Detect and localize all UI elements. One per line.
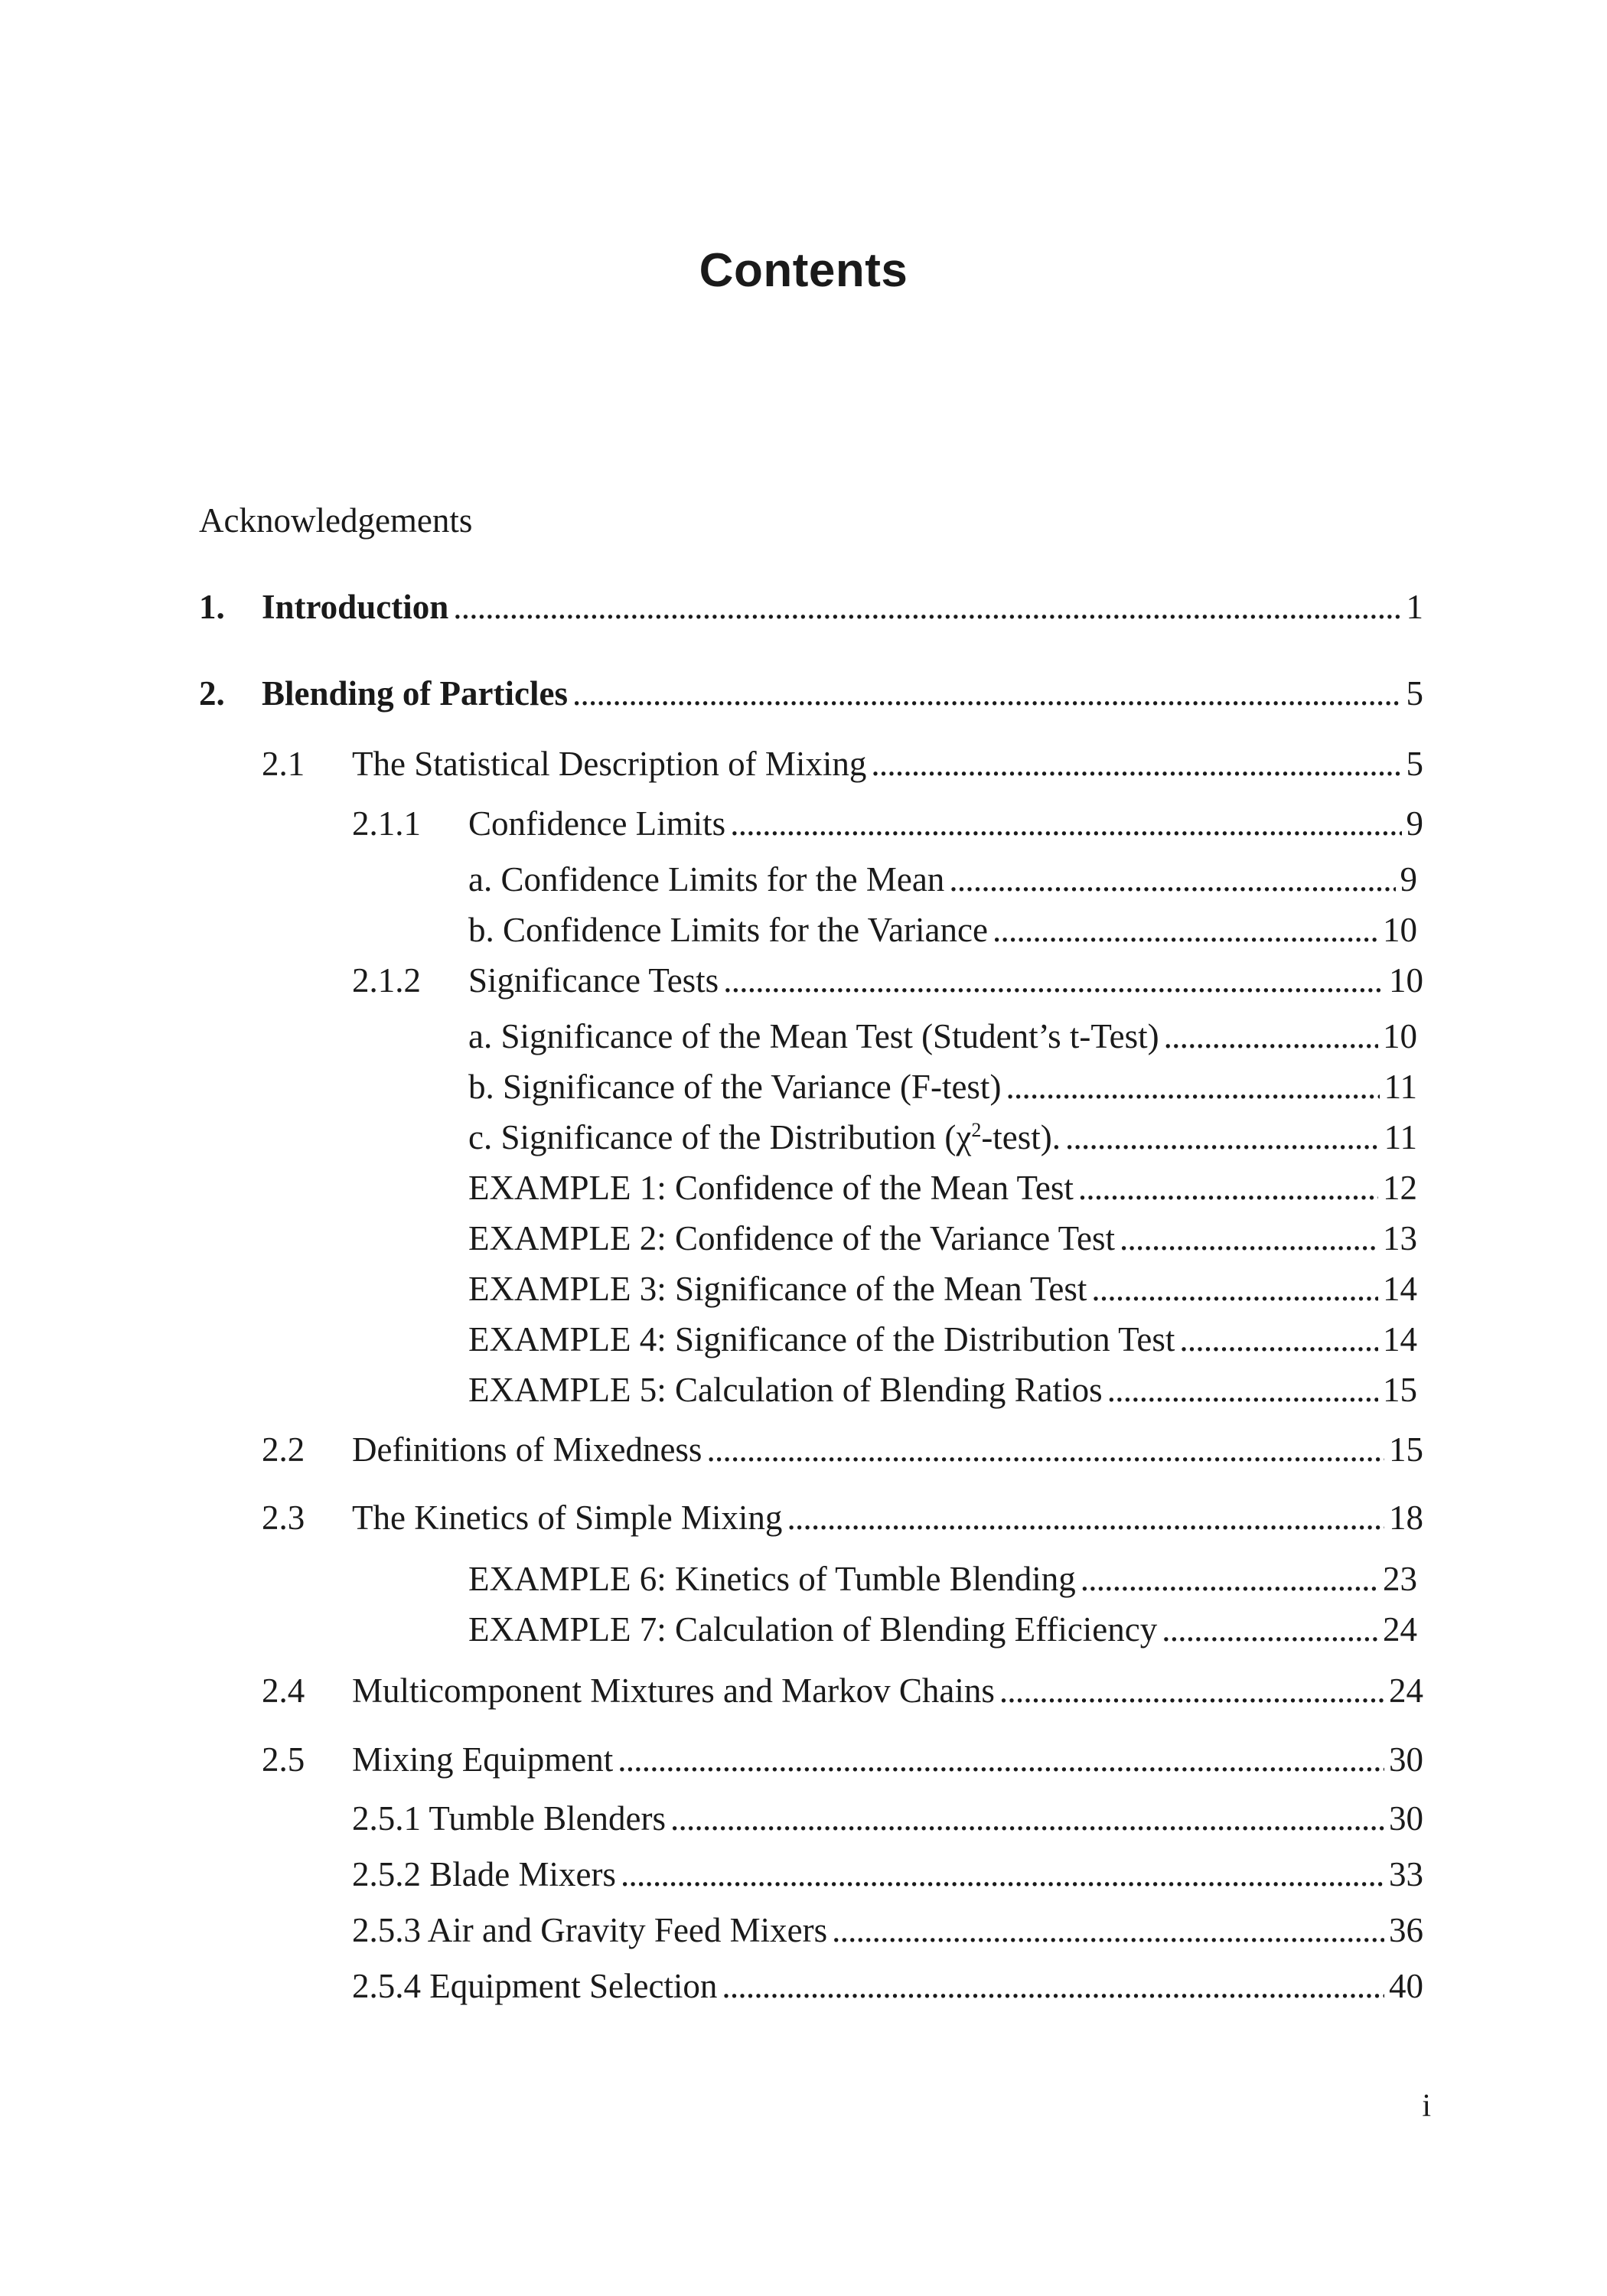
toc-section-number: 2.1 (262, 745, 305, 783)
toc-example-title: EXAMPLE 2: Confidence of the Variance Test (468, 1219, 1115, 1257)
toc-section-title: Definitions of Mixedness (352, 1430, 702, 1469)
toc-page-number: 5 (1406, 674, 1423, 713)
toc-item-entry[interactable] (468, 858, 1417, 901)
toc-section-number: 2.5 (262, 1740, 305, 1779)
toc-example-entry[interactable] (468, 1217, 1417, 1260)
toc-page-number: 1 (1406, 588, 1423, 626)
toc-subsection-title: 2.5.4 Equipment Selection (352, 1967, 718, 2005)
chi-squared-superscript: 2 (971, 1119, 982, 1141)
toc-leader-dots (1162, 1608, 1378, 1651)
toc-subsection-entry[interactable] (352, 959, 1423, 1002)
toc-leader-dots (787, 1496, 1384, 1539)
toc-page-number: 23 (1383, 1560, 1417, 1598)
toc-example-entry[interactable] (468, 1267, 1417, 1310)
toc-section-title: Mixing Equipment (352, 1740, 614, 1779)
toc-section-title: The Statistical Description of Mixing (352, 745, 867, 783)
toc-example-title: EXAMPLE 5: Calculation of Blending Ratios (468, 1371, 1103, 1409)
toc-leader-dots (572, 672, 1402, 715)
toc-example-entry[interactable] (468, 1318, 1417, 1361)
page-title: Contents (699, 244, 908, 297)
toc-page-number: 11 (1384, 1068, 1417, 1106)
toc-chapter-title: Blending of Particles (262, 674, 568, 713)
toc-subsection-entry[interactable] (352, 1797, 1423, 1840)
toc-page-number: 30 (1389, 1799, 1423, 1838)
toc-page-number: 15 (1383, 1371, 1417, 1409)
toc-leader-dots (1091, 1267, 1378, 1310)
toc-chapter-number: 2. (199, 674, 225, 713)
toc-page-number: 10 (1383, 1017, 1417, 1055)
toc-page-number: 30 (1389, 1740, 1423, 1779)
toc-subsection-title: Confidence Limits (468, 804, 726, 843)
toc-page-number: 18 (1389, 1499, 1423, 1537)
toc-subsection-title: Significance Tests (468, 961, 719, 1000)
toc-leader-dots (1107, 1368, 1378, 1411)
toc-section-number: 2.4 (262, 1671, 305, 1710)
toc-item-title: a. Significance of the Mean Test (Student’s t-Test) (468, 1017, 1159, 1055)
toc-leader-dots (618, 1738, 1384, 1781)
toc-leader-dots (999, 1669, 1384, 1712)
toc-leader-dots (1164, 1015, 1378, 1058)
toc-section-number: 2.3 (262, 1499, 305, 1537)
toc-leader-dots (453, 585, 1401, 628)
toc-subsection-entry[interactable] (352, 802, 1423, 845)
toc-section-entry[interactable] (262, 1669, 1423, 1712)
toc-leader-dots (871, 742, 1401, 785)
toc-page-number: 14 (1383, 1270, 1417, 1308)
toc-leader-dots (730, 802, 1401, 845)
toc-example-entry[interactable] (468, 1166, 1417, 1209)
toc-example-entry[interactable] (468, 1557, 1417, 1600)
toc-chapter-number: 1. (199, 588, 225, 626)
toc-page-number: 11 (1384, 1118, 1417, 1156)
toc-page-number: 33 (1389, 1855, 1423, 1893)
toc-section-number: 2.2 (262, 1430, 305, 1469)
toc-item-entry[interactable] (468, 1065, 1417, 1108)
toc-page-number: 10 (1389, 961, 1423, 1000)
toc-page-number: 40 (1389, 1967, 1423, 2005)
toc-example-title: EXAMPLE 7: Calculation of Blending Efficiency (468, 1610, 1158, 1649)
toc-page-number: 14 (1383, 1320, 1417, 1358)
toc-chapter-title: Introduction (262, 588, 449, 626)
toc-leader-dots (722, 1965, 1384, 2007)
toc-subsection-number: 2.1.1 (352, 804, 421, 843)
toc-subsection-title: 2.5.3 Air and Gravity Feed Mixers (352, 1911, 828, 1949)
toc-leader-dots (1065, 1116, 1380, 1159)
toc-subsection-entry[interactable] (352, 1965, 1423, 2007)
toc-subsection-title: 2.5.2 Blade Mixers (352, 1855, 616, 1893)
toc-leader-dots (949, 858, 1395, 901)
toc-item-title (468, 1116, 1061, 1159)
toc-chapter-entry[interactable] (199, 672, 1423, 715)
toc-page-number: 5 (1406, 745, 1423, 783)
toc-leader-dots (1179, 1318, 1378, 1361)
toc-subsection-number: 2.1.2 (352, 961, 421, 1000)
toc-item-title: a. Confidence Limits for the Mean (468, 860, 945, 899)
toc-example-title: EXAMPLE 6: Kinetics of Tumble Blending (468, 1560, 1076, 1598)
toc-item-entry[interactable] (468, 1116, 1417, 1159)
toc-leader-dots (1006, 1065, 1379, 1108)
toc-leader-dots (1078, 1166, 1378, 1209)
toc-example-entry[interactable] (468, 1368, 1417, 1411)
toc-page-number: 24 (1383, 1610, 1417, 1649)
toc-page-number: 36 (1389, 1911, 1423, 1949)
toc-leader-dots (706, 1428, 1384, 1471)
toc-page-number: 13 (1383, 1219, 1417, 1257)
toc-acknowledgements[interactable]: Acknowledgements (199, 501, 473, 540)
toc-section-entry[interactable] (262, 1428, 1423, 1471)
toc-example-title: EXAMPLE 1: Confidence of the Mean Test (468, 1169, 1074, 1207)
toc-page-number: 9 (1406, 804, 1423, 843)
toc-item-title: b. Significance of the Variance (F-test) (468, 1068, 1002, 1106)
toc-subsection-entry[interactable] (352, 1853, 1423, 1896)
toc-page-number: 24 (1389, 1671, 1423, 1710)
toc-section-title: The Kinetics of Simple Mixing (352, 1499, 783, 1537)
toc-subsection-entry[interactable] (352, 1909, 1423, 1952)
toc-item-title-pre: c. Significance of the Distribution (χ (468, 1118, 972, 1156)
toc-section-entry[interactable] (262, 1496, 1423, 1539)
page-folio: i (1422, 2089, 1431, 2124)
toc-item-title: b. Confidence Limits for the Variance (468, 911, 988, 949)
toc-section-entry[interactable] (262, 1738, 1423, 1781)
toc-section-title: Multicomponent Mixtures and Markov Chains (352, 1671, 995, 1710)
toc-page-number: 9 (1400, 860, 1417, 899)
toc-leader-dots (993, 908, 1378, 951)
toc-item-title-post: -test). (981, 1118, 1061, 1156)
toc-leader-dots (832, 1909, 1384, 1952)
toc-leader-dots (1081, 1557, 1378, 1600)
toc-leader-dots (1120, 1217, 1378, 1260)
toc-chapter-entry[interactable] (199, 585, 1423, 628)
toc-page-number: 12 (1383, 1169, 1417, 1207)
toc-section-entry[interactable] (262, 742, 1423, 785)
toc-page-number: 10 (1383, 911, 1417, 949)
toc-example-title: EXAMPLE 3: Significance of the Mean Test (468, 1270, 1087, 1308)
toc-item-entry[interactable] (468, 1015, 1417, 1058)
toc-example-title: EXAMPLE 4: Significance of the Distribution Test (468, 1320, 1175, 1358)
toc-page-number: 15 (1389, 1430, 1423, 1469)
toc-leader-dots (723, 959, 1384, 1002)
toc-example-entry[interactable] (468, 1608, 1417, 1651)
toc-leader-dots (621, 1853, 1384, 1896)
toc-subsection-title: 2.5.1 Tumble Blenders (352, 1799, 667, 1838)
toc-item-entry[interactable] (468, 908, 1417, 951)
toc-leader-dots (670, 1797, 1384, 1840)
